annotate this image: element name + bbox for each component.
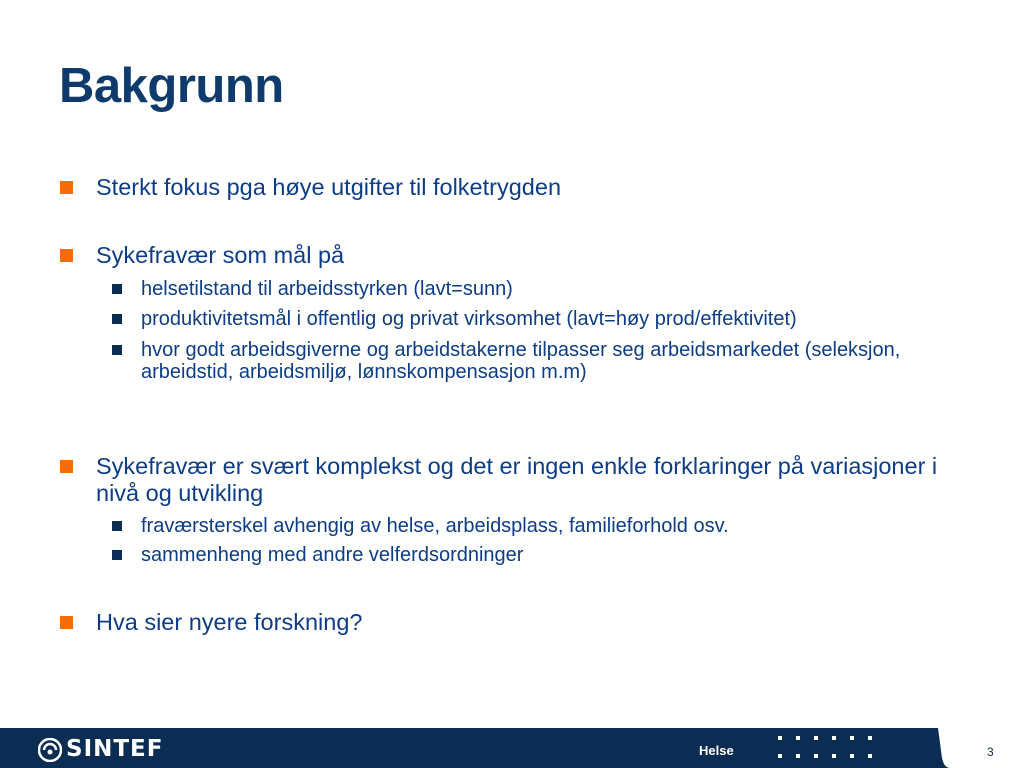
- sub-bullet-text: produktivitetsmål i offentlig og privat virksomhet (lavt=høy prod/effektivitet): [141, 308, 797, 330]
- sub-bullet-text: sammenheng med andre velferdsordninger: [141, 544, 524, 566]
- square-bullet-icon: [60, 249, 73, 262]
- square-bullet-icon: [112, 314, 122, 324]
- square-bullet-icon: [112, 521, 122, 531]
- sub-bullet-text: fraværsterskel avhengig av helse, arbeidsplass, familieforhold osv.: [141, 515, 729, 537]
- square-bullet-icon: [60, 181, 73, 194]
- square-bullet-icon: [112, 284, 122, 294]
- square-bullet-icon: [60, 460, 73, 473]
- bullet-text: Sykefravær som mål på: [96, 242, 345, 268]
- bullet-text: Sykefravær er svært komplekst og det er ingen enkle forklaringer på variasjoner i nivå og utvikling: [96, 453, 938, 506]
- square-bullet-icon: [60, 616, 73, 629]
- square-bullet-icon: [112, 550, 122, 560]
- square-bullet-icon: [112, 345, 122, 355]
- page-number: 3: [987, 745, 994, 759]
- sub-bullet-text: helsetilstand til arbeidsstyrken (lavt=sunn): [141, 278, 513, 300]
- sintef-logo-icon: [38, 738, 62, 762]
- slide-title: Bakgrunn: [59, 59, 284, 113]
- bullet-text: Hva sier nyere forskning?: [96, 609, 363, 635]
- footer-section-label: Helse: [699, 743, 734, 758]
- sintef-logo-text: SINTEF: [66, 736, 164, 762]
- footer-tab-corner: [938, 728, 1024, 768]
- bullet-text: Sterkt fokus pga høye utgifter til folketrygden: [96, 174, 562, 200]
- sub-bullet-text: hvor godt arbeidsgiverne og arbeidstakerne tilpasser seg arbeidsmarkedet (seleksjon, arbeidstid, arbeidsmiljø, lønnskompensasjon m.m): [141, 339, 901, 383]
